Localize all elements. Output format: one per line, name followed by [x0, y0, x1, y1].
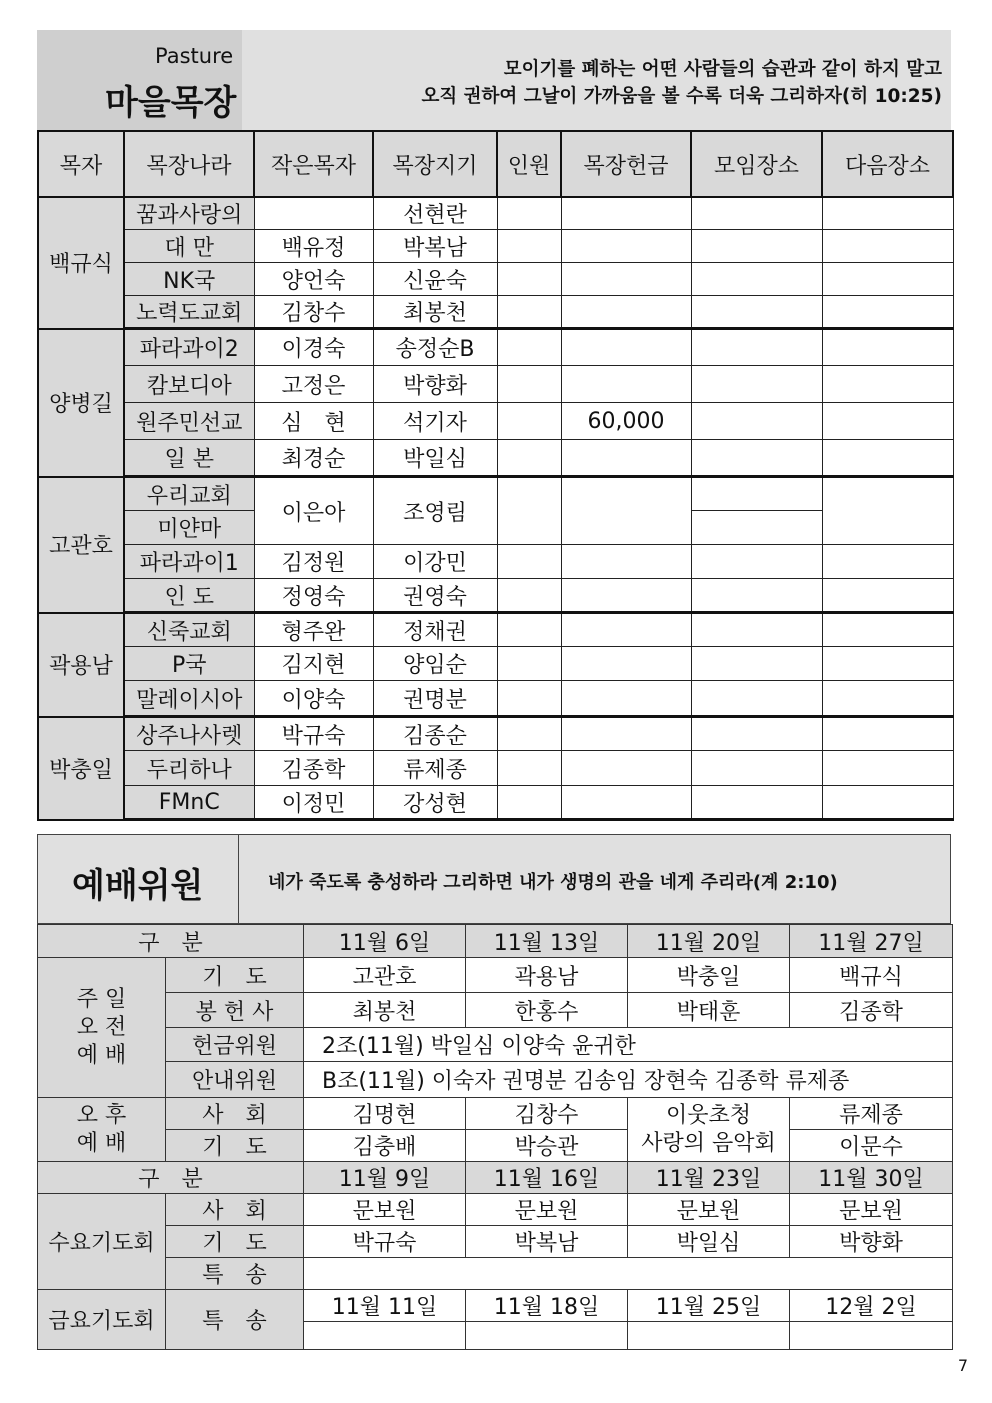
small-shepherd: [254, 197, 373, 230]
pastor-name: 고관호: [38, 477, 124, 613]
table-row: [38, 440, 953, 477]
pasture-nation: 노력도교회: [124, 296, 254, 329]
fri-date: 12월 2일: [790, 1290, 953, 1322]
offering-cell: 김종학: [790, 993, 953, 1028]
meeting-place: [691, 197, 822, 230]
prayer-cell: 고관호: [304, 958, 466, 993]
attendance-cell: [497, 403, 561, 440]
pasture-keeper: 선현란: [373, 197, 497, 230]
attendance-cell: [497, 440, 561, 477]
next-place: [822, 296, 953, 329]
pm-special-event: 이웃초청 사랑의 음악회: [628, 1098, 790, 1162]
offering-cell: [561, 263, 691, 296]
offering-cell: [561, 647, 691, 681]
column-header: 목장나라: [124, 131, 254, 197]
offering-cell: [561, 197, 691, 230]
fri-date: 11월 11일: [304, 1290, 466, 1322]
pasture-keeper: 박향화: [373, 366, 497, 403]
pasture-keeper: 박일심: [373, 440, 497, 477]
attendance-cell: [497, 579, 561, 613]
pm-prayer-cell: 이문수: [790, 1130, 953, 1162]
offering-committee: 2조(11월) 박일심 이양숙 윤귀한: [304, 1028, 953, 1062]
small-shepherd: 박규숙: [254, 717, 373, 751]
offering-cell: [561, 681, 691, 717]
table-row: [38, 717, 953, 751]
sunday-am-label: 주 일 오 전 예 배: [38, 958, 166, 1098]
verse-line2: 오직 권하여 그날이 가까움을 볼 수록 더욱 그리하자(히 10:25): [421, 86, 942, 107]
next-place: [822, 230, 953, 263]
pasture-nation: 파라과이1: [124, 545, 254, 579]
small-shepherd: 이경숙: [254, 329, 373, 366]
wed-prayer-cell: 박향화: [790, 1226, 953, 1258]
pasture-keeper: 최봉천: [373, 296, 497, 329]
pastor-name: 곽용남: [38, 613, 124, 717]
offering-cell: [561, 366, 691, 403]
pasture-keeper: 양임순: [373, 647, 497, 681]
pasture-nation: 파라과이2: [124, 329, 254, 366]
meeting-place: [691, 296, 822, 329]
offering-cell: [561, 329, 691, 366]
sunday-date: 11월 13일: [466, 925, 628, 958]
next-place: [822, 751, 953, 786]
pasture-nation: 두리하나: [124, 751, 254, 786]
table-row: [38, 579, 953, 613]
table-row: [38, 296, 953, 329]
meeting-place: [691, 681, 822, 717]
column-header: 작은목자: [254, 131, 373, 197]
pm-prayer-cell: 박승관: [466, 1130, 628, 1162]
offering-cell: 최봉천: [304, 993, 466, 1028]
meeting-place: [691, 786, 822, 820]
wed-date: 11월 23일: [628, 1162, 790, 1194]
table-row: [38, 230, 953, 263]
table-row: [38, 786, 953, 820]
attendance-cell: [497, 366, 561, 403]
wed-date: 11월 9일: [304, 1162, 466, 1194]
column-header: 목장지기: [373, 131, 497, 197]
wed-host-cell: 문보원: [790, 1194, 953, 1226]
attendance-cell: [497, 296, 561, 329]
prayer-cell: 박충일: [628, 958, 790, 993]
next-place: [822, 579, 953, 613]
column-header: 목장헌금: [561, 131, 691, 197]
meeting-place: [691, 511, 822, 545]
sunday-date: 11월 27일: [790, 925, 953, 958]
fri-date: 11월 25일: [628, 1290, 790, 1322]
pastor-name: 백규식: [38, 197, 124, 329]
wed-prayer-cell: 박복남: [466, 1226, 628, 1258]
meeting-place: [691, 263, 822, 296]
fri-date: 11월 18일: [466, 1290, 628, 1322]
pm-host-cell: 김창수: [466, 1098, 628, 1130]
pasture-keeper: 강성현: [373, 786, 497, 820]
table-row: [38, 329, 953, 366]
next-place: [822, 263, 953, 296]
wed-host-cell: 문보원: [466, 1194, 628, 1226]
table-row: [38, 197, 953, 230]
attendance-cell: [497, 786, 561, 820]
attendance-cell: [497, 613, 561, 647]
pm-prayer-label: 기 도: [166, 1130, 304, 1162]
gubun-label-2: 구 분: [38, 1162, 304, 1194]
wed-date: 11월 30일: [790, 1162, 953, 1194]
pasture-nation: 우리교회: [124, 477, 254, 511]
next-place: [822, 647, 953, 681]
column-header: 모임장소: [691, 131, 822, 197]
attendance-cell: [497, 230, 561, 263]
fri-special-label: 특 송: [166, 1290, 304, 1350]
pasture-table-header: [38, 131, 953, 197]
small-shepherd: 형주완: [254, 613, 373, 647]
meeting-place: [691, 751, 822, 786]
pasture-nation: NK국: [124, 263, 254, 296]
small-shepherd: 최경순: [254, 440, 373, 477]
wed-date: 11월 16일: [466, 1162, 628, 1194]
wed-label: 수요기도회: [38, 1194, 166, 1290]
table-row: [38, 545, 953, 579]
fri-cell: [466, 1322, 628, 1350]
meeting-place: [691, 329, 822, 366]
meeting-place: [691, 545, 822, 579]
header1-title: 마을목장: [105, 83, 237, 123]
next-place: [822, 197, 953, 230]
table-row: [38, 681, 953, 717]
offering-cell: [561, 579, 691, 613]
table-row: [38, 647, 953, 681]
wed-host-label: 사 회: [166, 1194, 304, 1226]
pastor-name: 박충일: [38, 717, 124, 820]
pasture-table: [37, 130, 954, 821]
worship-committee-table: [37, 924, 953, 1350]
table-row: [38, 403, 953, 440]
small-shepherd: 양언숙: [254, 263, 373, 296]
wed-host-cell: 문보원: [304, 1194, 466, 1226]
pm-label: 오 후 예 배: [38, 1098, 166, 1162]
small-shepherd: 이은아: [254, 477, 373, 545]
pasture-keeper: 신윤숙: [373, 263, 497, 296]
meeting-place: [691, 366, 822, 403]
header2-title: 예배위원: [72, 866, 204, 906]
meeting-place: [691, 403, 822, 440]
meeting-place: [691, 579, 822, 613]
table-row: [38, 263, 953, 296]
attendance-cell: [497, 329, 561, 366]
small-shepherd: 심 현: [254, 403, 373, 440]
pasture-keeper: 송정순B: [373, 329, 497, 366]
pasture-nation: 신죽교회: [124, 613, 254, 647]
small-shepherd: 김창수: [254, 296, 373, 329]
prayer-cell: 곽용남: [466, 958, 628, 993]
meeting-place: [691, 440, 822, 477]
fri-cell: [790, 1322, 953, 1350]
small-shepherd: 김정원: [254, 545, 373, 579]
next-place: [822, 545, 953, 579]
pasture-keeper: 김종순: [373, 717, 497, 751]
small-shepherd: 김종학: [254, 751, 373, 786]
next-place: [822, 717, 953, 751]
meeting-place: [691, 647, 822, 681]
offering-cell: [561, 296, 691, 329]
wed-prayer-label: 기 도: [166, 1226, 304, 1258]
next-place: [822, 440, 953, 477]
sunday-date: 11월 20일: [628, 925, 790, 958]
pasture-keeper: 류제종: [373, 751, 497, 786]
offering-cell: [561, 440, 691, 477]
attendance-cell: [497, 197, 561, 230]
offering-cell: [561, 545, 691, 579]
next-place: [822, 366, 953, 403]
wed-special-label: 특 송: [166, 1258, 304, 1290]
pasture-keeper: 권영숙: [373, 579, 497, 613]
pasture-nation: FMnC: [124, 786, 254, 820]
table-row: [38, 477, 953, 511]
pasture-keeper: 박복남: [373, 230, 497, 263]
offering-cell: [561, 717, 691, 751]
pm-host-cell: 류제종: [790, 1098, 953, 1130]
column-header: 목자: [38, 131, 124, 197]
column-header: 다음장소: [822, 131, 953, 197]
small-shepherd: 이정민: [254, 786, 373, 820]
pm-host-cell: 김명현: [304, 1098, 466, 1130]
offering-cell: [561, 613, 691, 647]
pasture-nation: 일 본: [124, 440, 254, 477]
header2-divider: [238, 834, 239, 924]
attendance-cell: [497, 717, 561, 751]
next-place: [822, 681, 953, 717]
verse-line1: 모이기를 폐하는 어떤 사람들의 습관과 같이 하지 말고: [503, 59, 942, 80]
fri-label: 금요기도회: [38, 1290, 166, 1350]
pastor-name: 양병길: [38, 329, 124, 477]
pasture-keeper: 권명분: [373, 681, 497, 717]
pm-prayer-cell: 김충배: [304, 1130, 466, 1162]
pasture-keeper: 정채권: [373, 613, 497, 647]
fri-cell: [304, 1322, 466, 1350]
pasture-nation: 대 만: [124, 230, 254, 263]
offering-committee-label: 헌금위원: [166, 1028, 304, 1062]
pasture-nation: 말레이시아: [124, 681, 254, 717]
offering-cell: 박태훈: [628, 993, 790, 1028]
table-row: [38, 613, 953, 647]
small-shepherd: 정영숙: [254, 579, 373, 613]
header1-english: Pasture: [155, 44, 234, 68]
attendance-cell: [497, 751, 561, 786]
pasture-keeper: 조영림: [373, 477, 497, 545]
attendance-cell: [497, 477, 561, 545]
small-shepherd: 이양숙: [254, 681, 373, 717]
small-shepherd: 백유정: [254, 230, 373, 263]
wed-prayer-cell: 박일심: [628, 1226, 790, 1258]
small-shepherd: 고정은: [254, 366, 373, 403]
next-place: [822, 403, 953, 440]
pasture-keeper: 이강민: [373, 545, 497, 579]
next-place: [822, 477, 953, 545]
offering-label: 봉 헌 사: [166, 993, 304, 1028]
prayer-label: 기 도: [166, 958, 304, 993]
attendance-cell: [497, 681, 561, 717]
column-header: 인원: [497, 131, 561, 197]
wed-host-cell: 문보원: [628, 1194, 790, 1226]
pasture-nation: 원주민선교: [124, 403, 254, 440]
offering-cell: [561, 786, 691, 820]
pasture-nation: P국: [124, 647, 254, 681]
wed-special-cell: [304, 1258, 953, 1290]
pasture-nation: 캄보디아: [124, 366, 254, 403]
offering-cell: 60,000: [561, 403, 691, 440]
pasture-nation: 꿈과사랑의: [124, 197, 254, 230]
pasture-keeper: 석기자: [373, 403, 497, 440]
meeting-place: [691, 717, 822, 751]
next-place: [822, 613, 953, 647]
next-place: [822, 786, 953, 820]
gubun-label: 구 분: [38, 925, 304, 958]
pasture-nation: 상주나사렛: [124, 717, 254, 751]
fri-cell: [628, 1322, 790, 1350]
next-place: [822, 329, 953, 366]
table-row: [38, 751, 953, 786]
ushers: B조(11월) 이숙자 권명분 김송임 장현숙 김종학 류제종: [304, 1062, 953, 1098]
prayer-cell: 백규식: [790, 958, 953, 993]
attendance-cell: [497, 263, 561, 296]
wed-prayer-cell: 박규숙: [304, 1226, 466, 1258]
table-row: [38, 366, 953, 403]
attendance-cell: [497, 545, 561, 579]
meeting-place: [691, 230, 822, 263]
sunday-date: 11월 6일: [304, 925, 466, 958]
attendance-cell: [497, 647, 561, 681]
pasture-nation: 미얀마: [124, 511, 254, 545]
meeting-place: [691, 613, 822, 647]
pm-host-label: 사 회: [166, 1098, 304, 1130]
offering-cell: [561, 477, 691, 545]
small-shepherd: 김지현: [254, 647, 373, 681]
header2-verse: 네가 죽도록 충성하라 그리하면 내가 생명의 관을 네게 주리라(계 2:10): [268, 872, 838, 893]
pasture-nation: 인 도: [124, 579, 254, 613]
offering-cell: 한홍수: [466, 993, 628, 1028]
usher-label: 안내위원: [166, 1062, 304, 1098]
offering-cell: [561, 751, 691, 786]
page-number: 7: [957, 1356, 968, 1375]
offering-cell: [561, 230, 691, 263]
meeting-place: [691, 477, 822, 511]
